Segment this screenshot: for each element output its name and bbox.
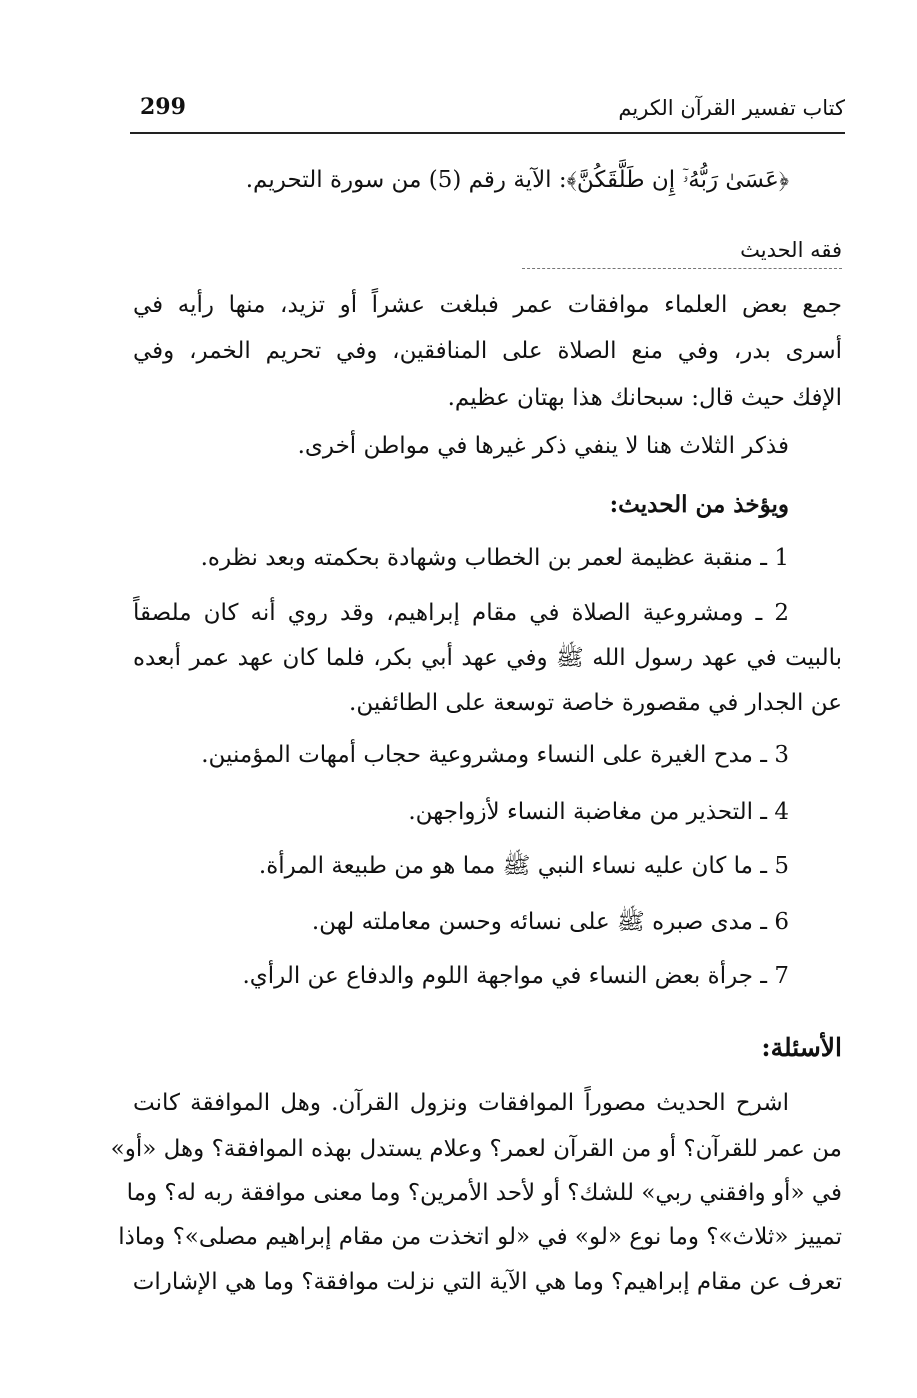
heading-underline — [522, 268, 842, 269]
lesson-item-6: 6 ـ مدى صبره ﷺ على نسائه وحسن معاملته لهن. — [311, 909, 789, 935]
fiqh-paragraph-line-1: جمع بعض العلماء موافقات عمر فبلغت عشراً أو تزيد، منها رأيه في — [133, 292, 842, 318]
lesson-item-4: 4 ـ التحذير من مغاضبة النساء لأزواجهن. — [408, 799, 789, 825]
page-number: 299 — [140, 94, 186, 120]
lesson-item-2-line-2: بالبيت في عهد رسول الله ﷺ وفي عهد أبي بكر، فلما كان عهد عمر أبعده — [133, 645, 842, 671]
page-header — [130, 92, 845, 134]
lesson-item-1: 1 ـ منقبة عظيمة لعمر بن الخطاب وشهادة بحكمته وبعد نظره. — [200, 545, 789, 571]
questions-line-4: تمييز «ثلاث»؟ وما نوع «لو» في «لو اتخذت من مقام إبراهيم مصلى»؟ وماذا — [118, 1224, 842, 1250]
fiqh-heading: فقه الحديث — [740, 238, 842, 262]
questions-line-2: من عمر للقرآن؟ أو من القرآن لعمر؟ وعلام يستدل بهذه الموافقة؟ وهل «أو» — [110, 1136, 842, 1162]
taken-heading: ويؤخذ من الحديث: — [609, 491, 789, 518]
lesson-item-3: 3 ـ مدح الغيرة على النساء ومشروعية حجاب أمهات المؤمنين. — [201, 742, 789, 768]
fiqh-paragraph-line-3: الإفك حيث قال: سبحانك هذا بهتان عظيم. — [447, 385, 842, 411]
questions-line-5: تعرف عن مقام إبراهيم؟ وما هي الآية التي نزلت موافقة؟ وما هي الإشارات — [132, 1269, 842, 1295]
three-note: فذكر الثلاث هنا لا ينفي ذكر غيرها في مواطن أخرى. — [297, 433, 789, 459]
questions-line-3: في «أو وافقني ربي» للشك؟ أو لأحد الأمرين؟ وما معنى موافقة ربه له؟ وما — [126, 1180, 842, 1206]
lesson-item-2-line-1: 2 ـ ومشروعية الصلاة في مقام إبراهيم، وقد روي أنه كان ملصقاً — [133, 600, 789, 626]
lesson-item-5: 5 ـ ما كان عليه نساء النبي ﷺ مما هو من طبيعة المرأة. — [258, 853, 789, 879]
fiqh-paragraph-line-2: أسرى بدر، وفي منع الصلاة على المنافقين، وفي تحريم الخمر، وفي — [133, 338, 842, 364]
lesson-item-7: 7 ـ جرأة بعض النساء في مواجهة اللوم والدفاع عن الرأي. — [242, 963, 789, 989]
verse-reference: ﴿عَسَىٰ رَبُّهُۥٓ إِن طَلَّقَكُنَّ﴾: الآية رقم (5) من سورة التحريم. — [245, 167, 789, 193]
lesson-item-2-line-3: عن الجدار في مقصورة خاصة توسعة على الطائفين. — [349, 690, 842, 716]
questions-line-1: اشرح الحديث مصوراً الموافقات ونزول القرآن. وهل الموافقة كانت — [133, 1090, 789, 1116]
running-title: كتاب تفسير القرآن الكريم — [618, 96, 845, 120]
questions-heading: الأسئلة: — [761, 1033, 842, 1062]
